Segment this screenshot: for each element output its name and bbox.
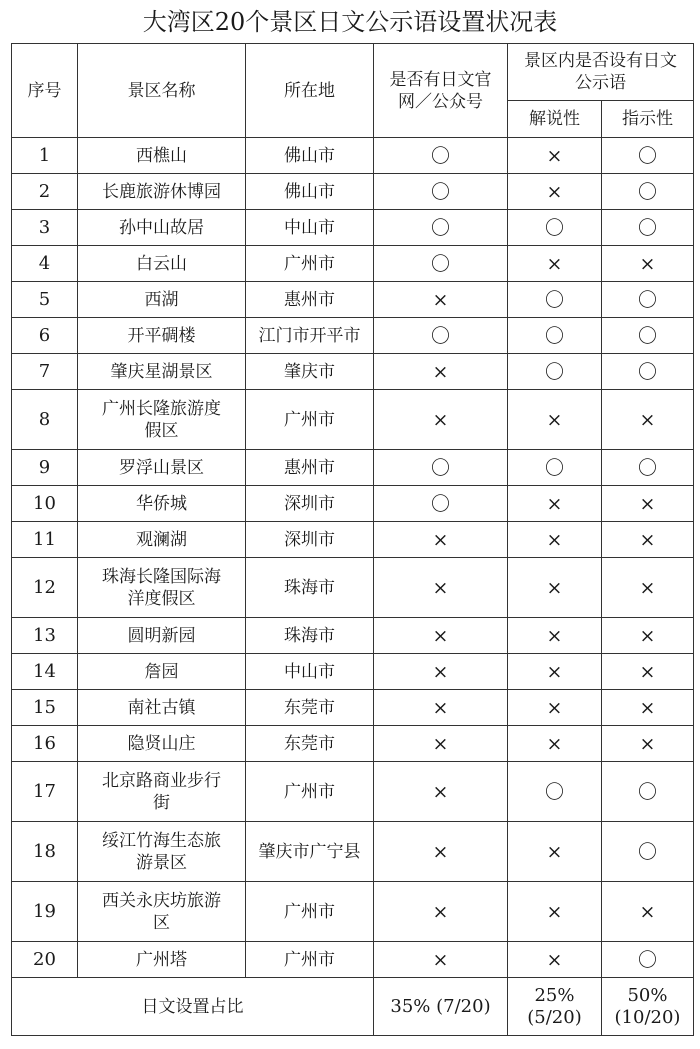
cell-explanatory: × [508, 138, 602, 174]
cell-location: 广州市 [246, 762, 374, 822]
header-directional: 指示性 [602, 101, 694, 138]
cell-no: 10 [12, 486, 78, 522]
cell-location: 珠海市 [246, 618, 374, 654]
cell-no: 8 [12, 390, 78, 450]
cell-website: × [374, 522, 508, 558]
cell-location: 广州市 [246, 942, 374, 978]
cell-explanatory: × [508, 882, 602, 942]
cell-explanatory: 〇 [508, 282, 602, 318]
table-row [12, 210, 694, 246]
cell-directional: 〇 [602, 138, 694, 174]
table-row [12, 618, 694, 654]
summary-row [12, 978, 694, 1036]
cell-location: 深圳市 [246, 486, 374, 522]
cell-directional: × [602, 558, 694, 618]
scenic-area-table [11, 43, 694, 1036]
summary-website: 35% (7/20) [374, 978, 508, 1036]
table-row [12, 390, 694, 450]
cell-name: 华侨城 [78, 486, 246, 522]
header-website: 是否有日文官网／公众号 [374, 44, 508, 138]
cell-no: 13 [12, 618, 78, 654]
cell-directional: × [602, 522, 694, 558]
summary-explanatory-frac: (5/20) [527, 1006, 582, 1028]
cell-directional: 〇 [602, 318, 694, 354]
cell-location: 珠海市 [246, 558, 374, 618]
cell-name: 西关永庆坊旅游区 [78, 882, 246, 942]
cell-name: 西湖 [78, 282, 246, 318]
cell-location: 肇庆市 [246, 354, 374, 390]
cell-name: 詹园 [78, 654, 246, 690]
cell-name: 观澜湖 [78, 522, 246, 558]
cell-name: 肇庆星湖景区 [78, 354, 246, 390]
cell-location: 东莞市 [246, 690, 374, 726]
cell-name: 孙中山故居 [78, 210, 246, 246]
table-row [12, 558, 694, 618]
header-name: 景区名称 [78, 44, 246, 138]
cell-directional: × [602, 654, 694, 690]
cell-name: 广州塔 [78, 942, 246, 978]
cell-name: 珠海长隆国际海洋度假区 [78, 558, 246, 618]
cell-location: 佛山市 [246, 138, 374, 174]
cell-location: 广州市 [246, 246, 374, 282]
table-row [12, 282, 694, 318]
cell-no: 12 [12, 558, 78, 618]
cell-explanatory: 〇 [508, 210, 602, 246]
cell-explanatory: × [508, 174, 602, 210]
table-row [12, 522, 694, 558]
cell-website: × [374, 618, 508, 654]
cell-explanatory: × [508, 654, 602, 690]
cell-explanatory: × [508, 726, 602, 762]
cell-directional: × [602, 726, 694, 762]
cell-no: 7 [12, 354, 78, 390]
table-row [12, 882, 694, 942]
cell-location: 肇庆市广宁县 [246, 822, 374, 882]
cell-explanatory: × [508, 942, 602, 978]
table-row [12, 246, 694, 282]
cell-no: 2 [12, 174, 78, 210]
summary-directional-pct: 50% [627, 984, 668, 1006]
cell-website: 〇 [374, 210, 508, 246]
table-row [12, 942, 694, 978]
summary-explanatory [508, 978, 602, 1036]
header-explanatory: 解说性 [508, 101, 602, 138]
cell-explanatory: × [508, 486, 602, 522]
cell-website: × [374, 654, 508, 690]
cell-location: 广州市 [246, 882, 374, 942]
cell-directional: × [602, 690, 694, 726]
cell-explanatory: × [508, 246, 602, 282]
table-row [12, 486, 694, 522]
cell-no: 3 [12, 210, 78, 246]
summary-explanatory-pct: 25% [534, 984, 575, 1006]
cell-name: 南社古镇 [78, 690, 246, 726]
cell-explanatory: × [508, 690, 602, 726]
cell-website: × [374, 690, 508, 726]
table-row [12, 654, 694, 690]
cell-explanatory: 〇 [508, 354, 602, 390]
page-title: 大湾区20个景区日文公示语设置状况表 [142, 8, 558, 36]
summary-label: 日文设置占比 [12, 978, 374, 1036]
cell-directional: 〇 [602, 942, 694, 978]
header-signage-group: 景区内是否设有日文公示语 [508, 44, 694, 101]
cell-no: 17 [12, 762, 78, 822]
cell-website: × [374, 390, 508, 450]
cell-website: × [374, 942, 508, 978]
cell-location: 东莞市 [246, 726, 374, 762]
cell-website: × [374, 882, 508, 942]
cell-no: 16 [12, 726, 78, 762]
cell-website: × [374, 726, 508, 762]
cell-explanatory: 〇 [508, 450, 602, 486]
cell-website: × [374, 822, 508, 882]
cell-location: 佛山市 [246, 174, 374, 210]
cell-no: 5 [12, 282, 78, 318]
cell-no: 14 [12, 654, 78, 690]
cell-directional: 〇 [602, 210, 694, 246]
cell-name: 白云山 [78, 246, 246, 282]
cell-website: 〇 [374, 174, 508, 210]
table-row [12, 762, 694, 822]
cell-no: 18 [12, 822, 78, 882]
cell-location: 广州市 [246, 390, 374, 450]
cell-directional: 〇 [602, 354, 694, 390]
table-row [12, 138, 694, 174]
table-row [12, 450, 694, 486]
cell-website: 〇 [374, 450, 508, 486]
cell-directional: × [602, 882, 694, 942]
summary-directional-frac: (10/20) [614, 1006, 681, 1028]
cell-explanatory: × [508, 618, 602, 654]
cell-location: 深圳市 [246, 522, 374, 558]
cell-website: 〇 [374, 486, 508, 522]
cell-website: × [374, 558, 508, 618]
cell-explanatory: 〇 [508, 762, 602, 822]
cell-name: 长鹿旅游休博园 [78, 174, 246, 210]
cell-directional: 〇 [602, 762, 694, 822]
cell-website: 〇 [374, 318, 508, 354]
cell-location: 惠州市 [246, 282, 374, 318]
cell-no: 15 [12, 690, 78, 726]
cell-website: 〇 [374, 138, 508, 174]
cell-directional: 〇 [602, 174, 694, 210]
table-row [12, 726, 694, 762]
cell-name: 开平碉楼 [78, 318, 246, 354]
cell-website: 〇 [374, 246, 508, 282]
cell-directional: 〇 [602, 450, 694, 486]
table-row [12, 690, 694, 726]
cell-location: 江门市开平市 [246, 318, 374, 354]
cell-website: × [374, 762, 508, 822]
cell-directional: × [602, 246, 694, 282]
cell-name: 广州长隆旅游度假区 [78, 390, 246, 450]
cell-name: 罗浮山景区 [78, 450, 246, 486]
cell-explanatory: × [508, 522, 602, 558]
cell-no: 6 [12, 318, 78, 354]
cell-no: 19 [12, 882, 78, 942]
cell-directional: × [602, 390, 694, 450]
cell-name: 隐贤山庄 [78, 726, 246, 762]
cell-directional: × [602, 486, 694, 522]
cell-directional: × [602, 618, 694, 654]
cell-explanatory: 〇 [508, 318, 602, 354]
table-row [12, 354, 694, 390]
cell-location: 中山市 [246, 210, 374, 246]
table-row [12, 174, 694, 210]
header-location: 所在地 [246, 44, 374, 138]
cell-website: × [374, 354, 508, 390]
cell-explanatory: × [508, 390, 602, 450]
cell-no: 9 [12, 450, 78, 486]
cell-name: 绥江竹海生态旅游景区 [78, 822, 246, 882]
cell-no: 11 [12, 522, 78, 558]
cell-name: 圆明新园 [78, 618, 246, 654]
table-row [12, 822, 694, 882]
cell-directional: 〇 [602, 282, 694, 318]
cell-explanatory: × [508, 558, 602, 618]
summary-directional [602, 978, 694, 1036]
header-no: 序号 [12, 44, 78, 138]
cell-location: 中山市 [246, 654, 374, 690]
table-row [12, 318, 694, 354]
cell-directional: 〇 [602, 822, 694, 882]
cell-no: 20 [12, 942, 78, 978]
cell-location: 惠州市 [246, 450, 374, 486]
cell-explanatory: × [508, 822, 602, 882]
cell-no: 1 [12, 138, 78, 174]
cell-name: 北京路商业步行街 [78, 762, 246, 822]
cell-name: 西樵山 [78, 138, 246, 174]
cell-website: × [374, 282, 508, 318]
cell-no: 4 [12, 246, 78, 282]
